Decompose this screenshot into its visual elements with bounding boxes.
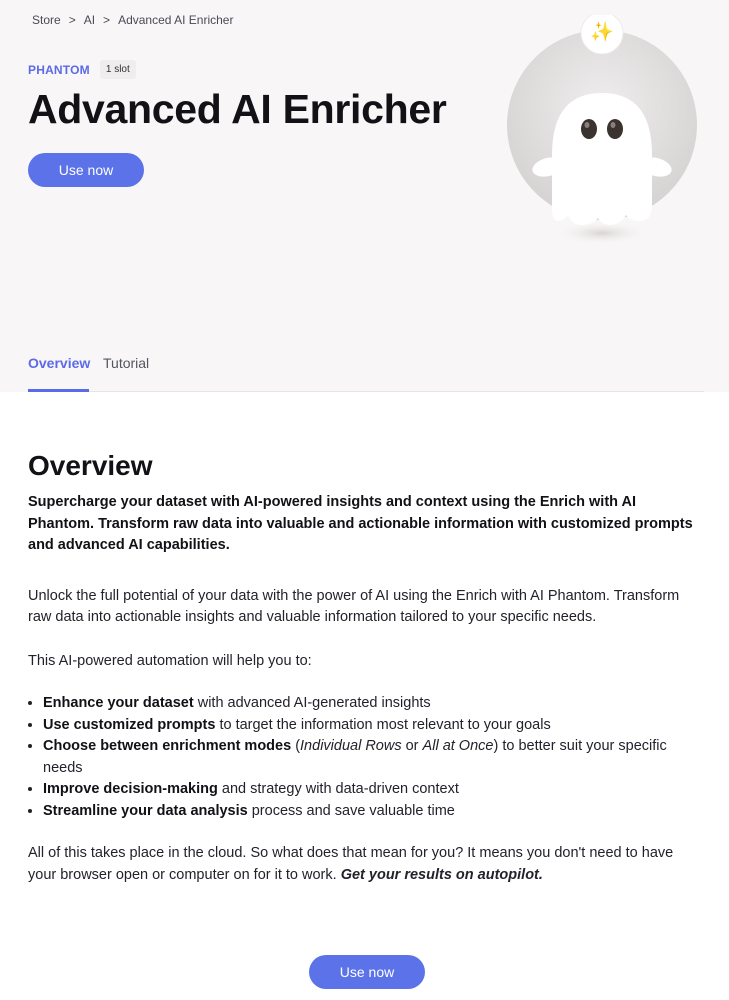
breadcrumb-store[interactable]: Store: [32, 13, 61, 27]
overview-heading: Overview: [28, 450, 153, 481]
bottom-cta: [309, 955, 425, 989]
sparkle-icon: ✨: [590, 22, 614, 43]
help-intro: This AI-powered automation will help you to:: [28, 652, 312, 669]
phantom-illustration: [506, 15, 698, 250]
breadcrumb-current: Advanced AI Enricher: [118, 13, 234, 27]
hero-section: [0, 0, 729, 392]
phantom-meta: [28, 60, 136, 79]
list-item: • Streamline your data analysis process and save valuable time: [43, 801, 704, 823]
list-item: • Enhance your dataset with advanced AI-generated insights: [43, 693, 704, 715]
use-now-button[interactable]: Use now: [28, 153, 144, 187]
breadcrumb-ai[interactable]: AI: [83, 13, 96, 27]
tab-tutorial[interactable]: Tutorial: [103, 355, 150, 371]
breadcrumb-separator: >: [68, 13, 76, 27]
list-item: • Use customized prompts to target the information most relevant to your goals: [43, 715, 704, 737]
tab-bar: [28, 352, 704, 392]
category-label: PHANTOM: [28, 62, 90, 77]
autopilot-emphasis: Get your results on autopilot.: [340, 866, 543, 883]
cloud-paragraph: All of this takes place in the cloud. So what does that mean for you? It means you don't need to have your browser open or computer on for it to work. Get your results on autopilot.: [28, 845, 674, 883]
breadcrumb: [32, 13, 233, 27]
benefits-list: [28, 693, 704, 822]
slot-badge: 1 slot: [100, 60, 136, 79]
list-item: • Choose between enrichment modes (Individual Rows or All at Once) to better suit your specific needs: [43, 736, 704, 779]
ghost-illustration-icon: [506, 15, 698, 250]
overview-intro: Unlock the full potential of your data with the power of AI using the Enrich with AI Phantom. Transform raw data into actionable insights and valuable information tailored to your specific needs.: [28, 587, 680, 625]
list-item: • Improve decision-making and strategy with data-driven context: [43, 779, 704, 801]
use-now-bottom-button[interactable]: Use now: [309, 955, 425, 989]
page-title: Advanced AI Enricher: [28, 86, 447, 132]
overview-section: [28, 450, 704, 908]
overview-lead: Supercharge your dataset with AI-powered insights and context using the Enrich with AI Phantom. Transform raw data into valuable and actionable information with customized prompts and advanced AI capabilities.: [28, 494, 693, 553]
tab-overview[interactable]: Overview: [28, 352, 89, 392]
breadcrumb-separator: >: [103, 13, 111, 27]
